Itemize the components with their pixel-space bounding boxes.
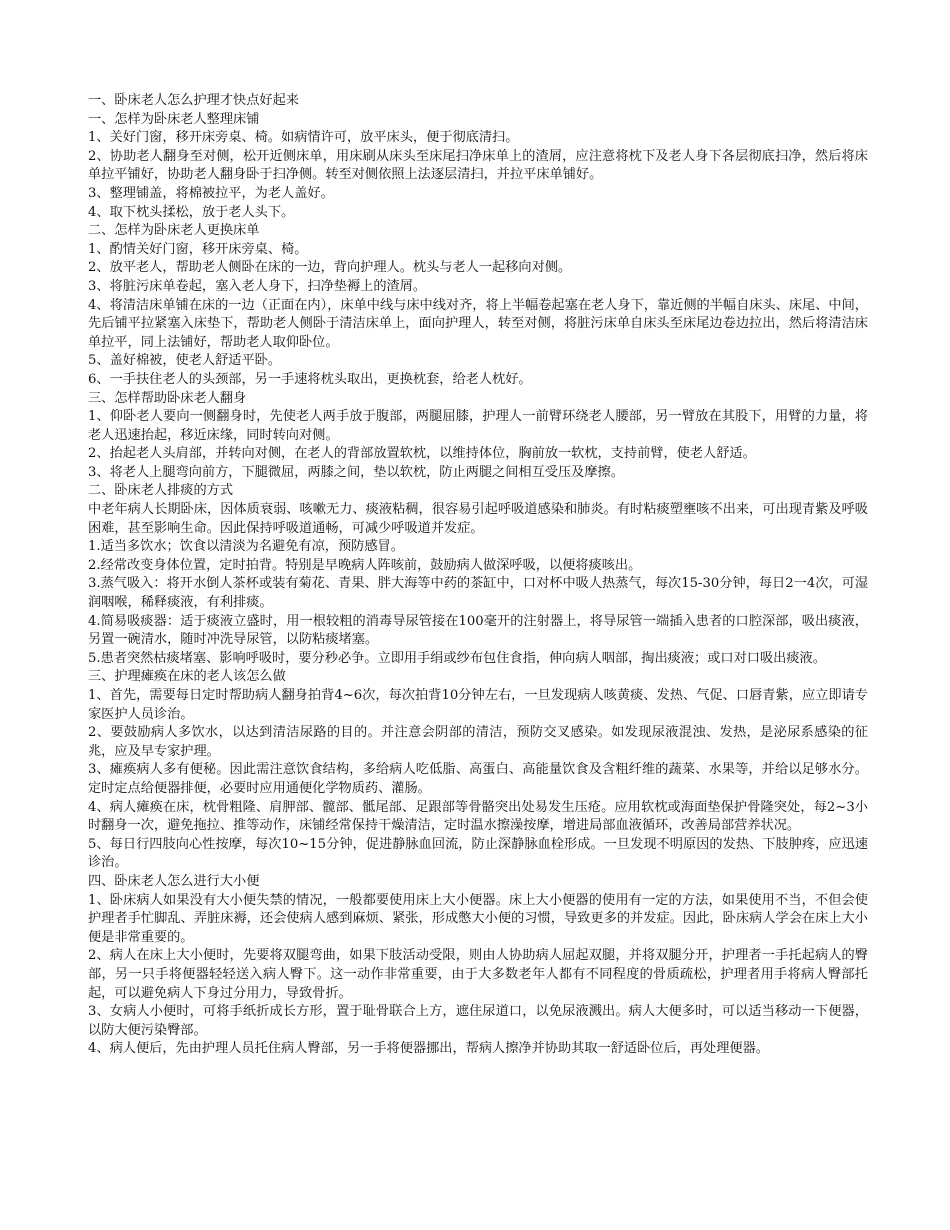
paragraph: 1、首先，需要每日定时帮助病人翻身拍背4~6次，每次拍背10分钟左右，一旦发现病人咳黄痰、发热、气促、口唇青紫，应立即请专家医护人员诊治。 [88, 688, 868, 722]
paragraph: 2、抬起老人头肩部，并转向对侧，在老人的背部放置软枕，以维持体位，胸前放一软枕，支持前臂，使老人舒适。 [88, 446, 756, 462]
paragraph: 5.患者突然枯痰堵塞、影响呼吸时，要分秒必争。立即用手绢或纱布包住食指，伸向病人咽部，掏出痰液；或口对口吸出痰液。 [88, 650, 826, 666]
paragraph: 2、协助老人翻身至对侧，松开近侧床单，用床刷从床头至床尾扫净床单上的渣屑，应注意将枕下及老人身下各层彻底扫净，然后将床单拉平铺好，协助老人翻身卧于扫净侧。转至对侧依照上法逐层清扫，并拉平床单铺好。 [88, 148, 868, 183]
paragraph: 4.简易吸痰器：适于痰液立盛时，用一根较粗的消毒导尿管接在100毫开的注射器上，将导尿管一端插入患者的口腔深部，吸出痰液，另置一碗清水，随时冲洗导尿管，以防粘痰堵塞。 [88, 613, 868, 648]
section-heading: 三、护理瘫痪在床的老人该怎么做 [88, 669, 286, 685]
section-heading: 二、怎样为卧床老人更换床单 [88, 223, 260, 239]
paragraph: 1.适当多饮水；饮食以清淡为名避免有凉，预防感冒。 [88, 539, 404, 555]
paragraph: 中老年病人长期卧床，因体质衰弱、咳嗽无力、痰液粘稠，很容易引起呼吸道感染和肺炎。有时粘痰塑壅咳不出来，可出现青紫及呼吸困难，甚至影响生命。因此保持呼吸道通畅，可减少呼吸道并发症。 [88, 502, 868, 536]
paragraph: 5、盖好棉被，使老人舒适平卧。 [88, 353, 282, 369]
document-body [88, 92, 868, 1059]
paragraph: 4、取下枕头揉松，放于老人头下。 [88, 204, 295, 220]
paragraph: 3、瘫痪病人多有便秘。因此需注意饮食结构，多给病人吃低脂、高蛋白、高能量饮食及含粗纤维的蔬菜、水果等，并给以足够水分。定时定点给便器排便，必要时应用通便化学物质药、灌肠。 [88, 762, 868, 796]
paragraph: 2.经常改变身体位置，定时拍背。特别是早晚病人阵咳前，鼓励病人做深呼吸，以便将痰咳出。 [88, 557, 642, 573]
paragraph: 2、要鼓励病人多饮水，以达到清洁尿路的目的。并注意会阴部的清洁，预防交叉感染。如发现尿液混浊、发热，是泌尿系感染的征兆，应及早专家护理。 [88, 725, 868, 759]
paragraph: 1、关好门窗，移开床旁桌、椅。如病情许可，放平床头，便于彻底清扫。 [88, 130, 519, 146]
paragraph: 6、一手扶住老人的头颈部，另一手速将枕头取出，更换枕套，给老人枕好。 [88, 371, 532, 387]
section-heading: 四、卧床老人怎么进行大小便 [88, 873, 260, 889]
paragraph: 1、酌情关好门窗，移开床旁桌、椅。 [88, 241, 308, 257]
document-title: 一、卧床老人怎么护理才快点好起来 [88, 93, 299, 108]
paragraph: 5、每日行四肢向心性按摩，每次10~15分钟，促进静脉血回流，防止深静脉血栓形成。一旦发现不明原因的发热、下肢肿疼，应迅速诊治。 [88, 836, 868, 871]
paragraph: 3、整理铺盖，将棉被拉平，为老人盖好。 [88, 185, 334, 201]
paragraph: 3、将老人上腿弯向前方，下腿微屈，两膝之间，垫以软枕，防止两腿之间相互受压及摩擦。 [88, 464, 624, 480]
paragraph: 2、病人在床上大小便时，先要将双腿弯曲，如果下肢活动受限，则由人协助病人屈起双腿，并将双腿分开，护理者一手托起病人的臀部，另一只手将便器轻轻送入病人臀下。这一动作非常重要，由于大多数老年人都有不同程度的骨质疏松，护理者用手将病人臀部托起，可以避免病人下身过分用力，导致骨折。 [88, 948, 868, 1001]
paragraph: 4、将清洁床单铺在床的一边（正面在内），床单中线与床中线对齐，将上半幅卷起塞在老人身下，靠近侧的半幅自床头、床尾、中间，先后铺平拉紧塞入床垫下，帮助老人侧卧于清洁床单上，面向护理人，转至对侧，将脏污床单自床头至床尾边卷边拉出，然后将清洁床单拉平，同上法铺好，帮助老人取仰卧位。 [88, 297, 868, 350]
section-heading: 一、怎样为卧床老人整理床铺 [88, 111, 260, 127]
section-heading: 三、怎样帮助卧床老人翻身 [88, 390, 247, 406]
paragraph: 2、放平老人，帮助老人侧卧在床的一边，背向护理人。枕头与老人一起移向对侧。 [88, 260, 572, 276]
paragraph: 3.蒸气吸入：将开水倒人茶杯或装有菊花、青果、胖大海等中药的茶缸中，口对杯中吸人热蒸气，每次15-30分钟，每日2一4次，可湿润咽喉，稀释痰液，有利排痰。 [88, 576, 868, 611]
paragraph: 1、卧床病人如果没有大小便失禁的情况，一般都要使用床上大小便器。床上大小便器的使用有一定的方法，如果使用不当，不但会使护理者手忙脚乱、弄脏床褥，还会使病人感到麻烦、紧张，形成憋大小便的习惯，导致更多的并发症。因此，卧床病人学会在床上大小便是非常重要的。 [88, 892, 868, 945]
paragraph: 4、病人瘫痪在床，枕骨粗隆、肩胛部、髋部、骶尾部、足跟部等骨骼突出处易发生压疮。应用软枕或海面垫保护骨隆突处，每2~3小时翻身一次，避免拖拉、推等动作，床铺经常保持干燥清洁，定时温水擦澡按摩，增进局部血液循环，改善局部营养状况。 [88, 799, 868, 834]
paragraph: 1、仰卧老人要向一侧翻身时，先使老人两手放于腹部，两腿屈膝，护理人一前臂环绕老人腰部，另一臂放在其股下，用臂的力量，将老人迅速抬起，移近床缘，同时转向对侧。 [88, 409, 868, 443]
paragraph: 3、将脏污床单卷起，塞入老人身下，扫净垫褥上的渣屑。 [88, 278, 427, 294]
section-heading: 二、卧床老人排痰的方式 [88, 483, 234, 499]
paragraph: 3、女病人小便时，可将手纸折成长方形，置于耻骨联合上方，遮住尿道口，以免尿液溅出。病人大便多时，可以适当移动一下便器，以防大便污染臀部。 [88, 1004, 868, 1038]
paragraph: 4、病人便后，先由护理人员托住病人臀部，另一手将便器挪出，帮病人擦净并协助其取一舒适卧位后，再处理便器。 [88, 1041, 769, 1057]
